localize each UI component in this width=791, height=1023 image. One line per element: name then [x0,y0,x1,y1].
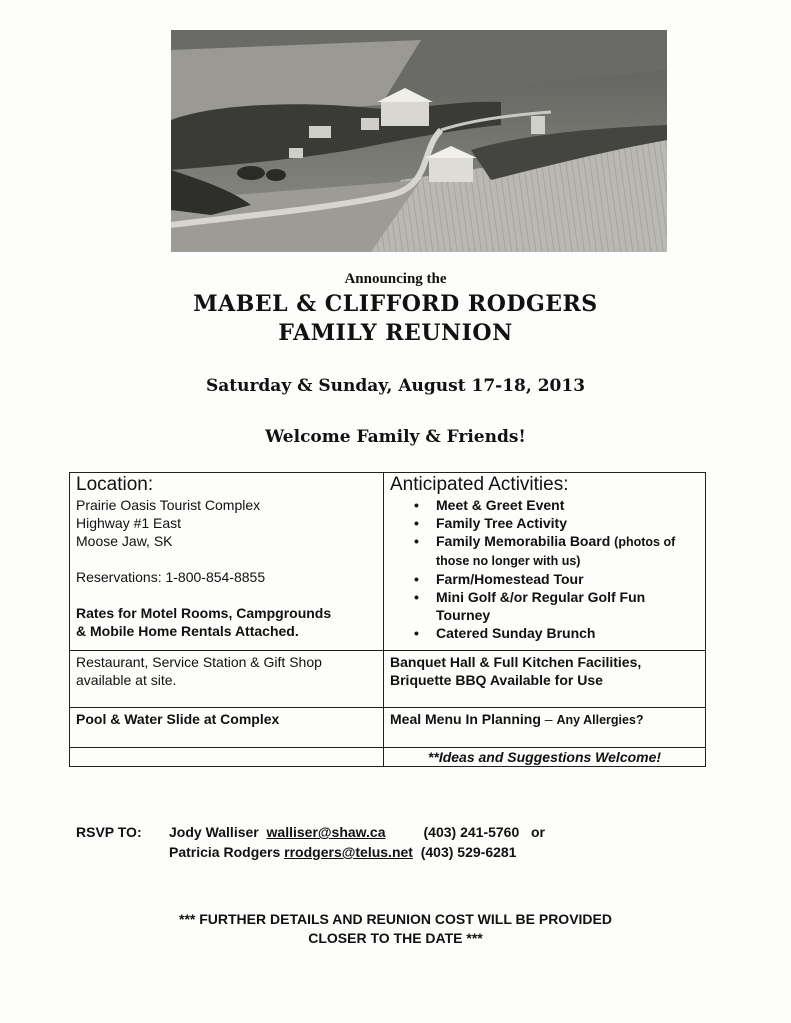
list-item: • Mini Golf &/or Regular Golf Fun Tourney [390,588,699,624]
list-item: • Farm/Homestead Tour [390,570,699,588]
activities-list [390,496,699,650]
rsvp-contact-1: Jody Walliser walliser@shaw.ca (403) 241-5760 or [169,824,545,840]
amenities-cell: Restaurant, Service Station & Gift Shop available at site. [70,651,384,708]
farm-aerial-photo [171,30,667,252]
list-item: • Family Tree Activity [390,514,699,532]
details-table [69,472,706,767]
location-line: Moose Jaw, SK [76,533,173,549]
reservations-line: Reservations: 1-800-854-8855 [76,569,266,585]
rates-line: & Mobile Home Rentals Attached. [76,623,299,639]
facilities-cell: Banquet Hall & Full Kitchen Facilities, Briquette BBQ Available for Use [384,651,706,708]
event-dates: Saturday & Sunday, August 17-18, 2013 [205,376,586,396]
list-item: • Meet & Greet Event [390,496,699,514]
memorabilia-note: (photos of those no longer with us) [436,535,676,568]
welcome-text: Welcome Family & Friends! [265,427,526,447]
activities-cell [384,473,706,651]
table-row [70,651,706,708]
title-line-1: MABEL & CLIFFORD RODGERS [193,291,598,317]
rates-line: Rates for Motel Rooms, Campgrounds [76,605,332,621]
table-row [70,708,706,748]
location-line: Prairie Oasis Tourist Complex [76,497,261,513]
rsvp-contact-2: Patricia Rodgers rrodgers@telus.net (403) 529-6281 [169,844,517,860]
location-header: Location: [76,474,154,495]
list-item: • Family Memorabilia Board (photos of those no longer with us) [390,532,699,570]
table-row [70,748,706,767]
announce-text: Announcing the [344,271,447,287]
ideas-cell: **Ideas and Suggestions Welcome! [384,748,706,767]
footer-note: *** FURTHER DETAILS AND REUNION COST WILL BE PROVIDED CLOSER TO THE DATE *** [179,911,612,946]
email-link[interactable]: rrodgers@telus.net [284,844,413,860]
activities-header: Anticipated Activities: [390,474,569,495]
pool-cell: Pool & Water Slide at Complex [70,708,384,748]
location-cell [70,473,384,651]
reunion-title [0,290,791,348]
meal-cell: Meal Menu In Planning – Any Allergies? [384,708,706,748]
list-item: • Catered Sunday Brunch [390,624,699,642]
email-link[interactable]: walliser@shaw.ca [266,824,386,840]
title-line-2: FAMILY REUNION [278,320,513,346]
rsvp-label: RSVP TO: [76,824,142,840]
empty-cell [70,748,384,767]
table-row [70,473,706,651]
location-line: Highway #1 East [76,515,182,531]
